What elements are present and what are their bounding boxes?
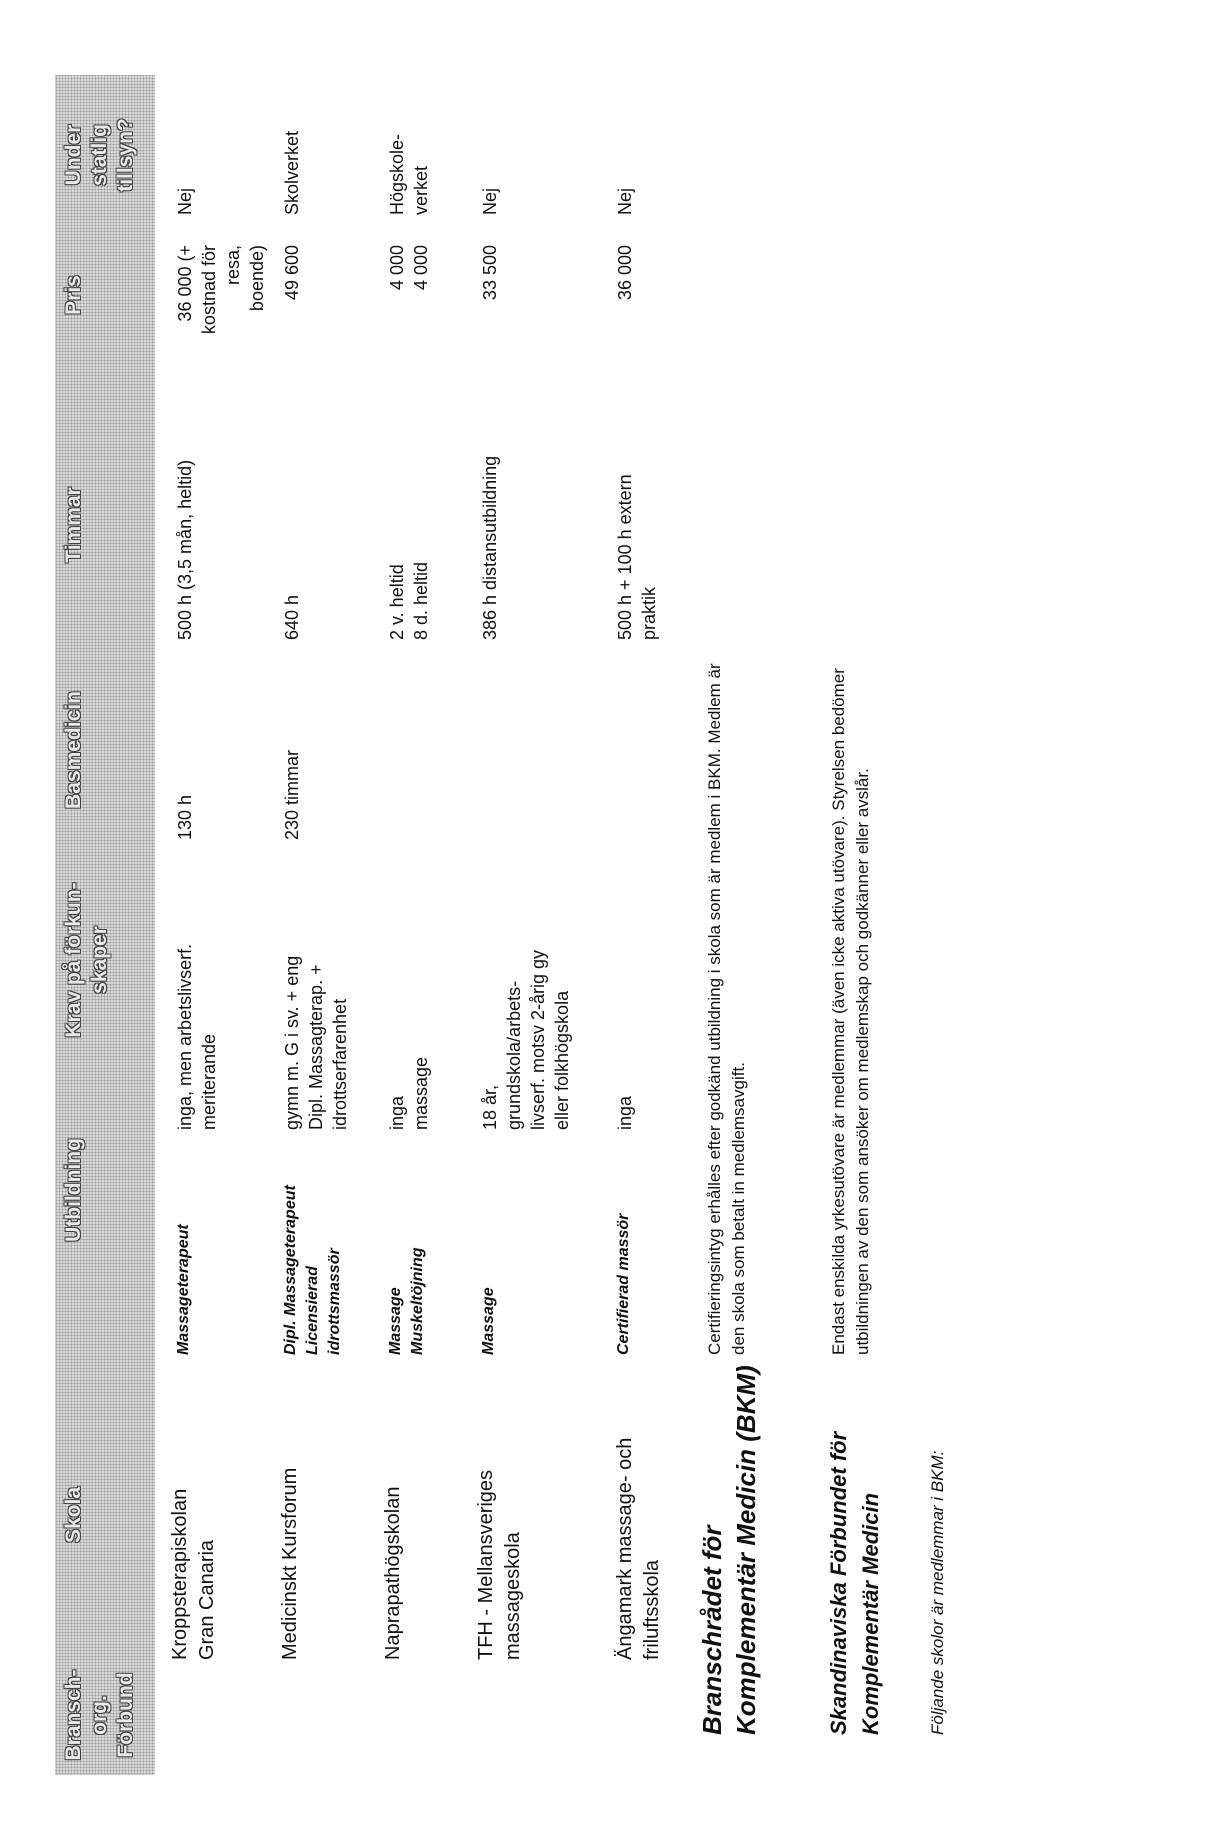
school-name: Medicinskt Kursforum xyxy=(279,1467,301,1660)
price: 49 600 xyxy=(282,245,302,301)
price: 36 000 xyxy=(615,245,635,301)
supervision: Nej xyxy=(480,187,500,215)
header-price: Pris xyxy=(62,275,85,315)
education-name: Massage xyxy=(480,1287,497,1355)
header-org: Bransch- org. Förbund xyxy=(62,1669,137,1761)
header-hours: Timmar xyxy=(62,487,85,563)
organization-name-bkm: Branschrådet för Komplementär Medicin (BKM) xyxy=(697,1365,761,1735)
organization-name-sfkm: Skandinaviska Förbundet för Komplementär Medicin xyxy=(826,1431,883,1735)
header-school: Skola xyxy=(62,1486,85,1544)
header-education: Utbildning xyxy=(62,1138,85,1242)
basic-medicine: 130 h xyxy=(175,794,195,840)
education-name: Certifierad massör xyxy=(615,1213,632,1355)
footnote: Följande skolor är medlemmar i BKM: xyxy=(928,1450,947,1735)
price: 33 500 xyxy=(480,245,500,301)
education-name: Dipl. Massageterapeut Licensierad idrottsmassör xyxy=(282,1185,343,1355)
requirements: 18 år, grundskola/arbets- livserf. motsv 2-årig gy eller folkhögskola xyxy=(480,949,572,1130)
header-supervision: Under statlig tillsyn? xyxy=(62,118,137,192)
supervision: Skolverket xyxy=(282,130,302,215)
education-name: Massage Muskeltöjning xyxy=(387,1247,426,1355)
supervision: Nej xyxy=(615,187,635,215)
price: 36 000 (+ kostnad för resa, boende) xyxy=(175,245,267,335)
supervision: Nej xyxy=(175,187,195,215)
basic-medicine: 230 timmar xyxy=(282,749,302,840)
requirements: gymn m. G i sv. + eng Dipl. Massagterap. + idrottserfarenhet xyxy=(282,955,350,1130)
hours: 500 h + 100 h extern praktik xyxy=(615,474,659,640)
price: 4 000 4 000 xyxy=(387,245,431,291)
rotated-document-page xyxy=(55,75,1115,1775)
organization-text-bkm: Certifieringsintyg erhålles efter godkänd utbildning i skola som är medlem i BKM. Medlem är den skola som betalt in medlemsavgift. xyxy=(705,663,748,1355)
hours: 640 h xyxy=(282,594,302,640)
hours: 500 h (3,5 mån, heltid) xyxy=(175,459,195,640)
hours: 386 h distansutbildning xyxy=(480,455,500,640)
header-basic-medicine: Basmedicin xyxy=(62,691,85,809)
hours: 2 v. heltid 8 d. heltid xyxy=(387,561,431,640)
education-name: Massageterapeut xyxy=(175,1224,192,1355)
school-name: Naprapathögskolan xyxy=(382,1486,404,1660)
school-name: Ängamark massage- och friluftsskola xyxy=(614,1437,663,1660)
requirements: inga massage xyxy=(387,1056,431,1130)
organization-text-sfkm: Endast enskilda yrkesutövare är medlemmar (även icke aktiva utövare). Styrelsen bedömer utbildningen av den som ansöker om medlemskap och godkänner eller avslår. xyxy=(829,668,872,1355)
school-name: Kroppsterapiskolan Gran Canaria xyxy=(169,1488,218,1660)
school-name: TFH - Mellansveriges massageskola xyxy=(475,1469,524,1660)
supervision: Högskole- verket xyxy=(387,133,431,215)
requirements: inga xyxy=(615,1095,635,1130)
requirements: inga, men arbetslivserf. meriterande xyxy=(175,943,219,1130)
header-requirements: Krav på förkun- skaper xyxy=(62,882,111,1038)
